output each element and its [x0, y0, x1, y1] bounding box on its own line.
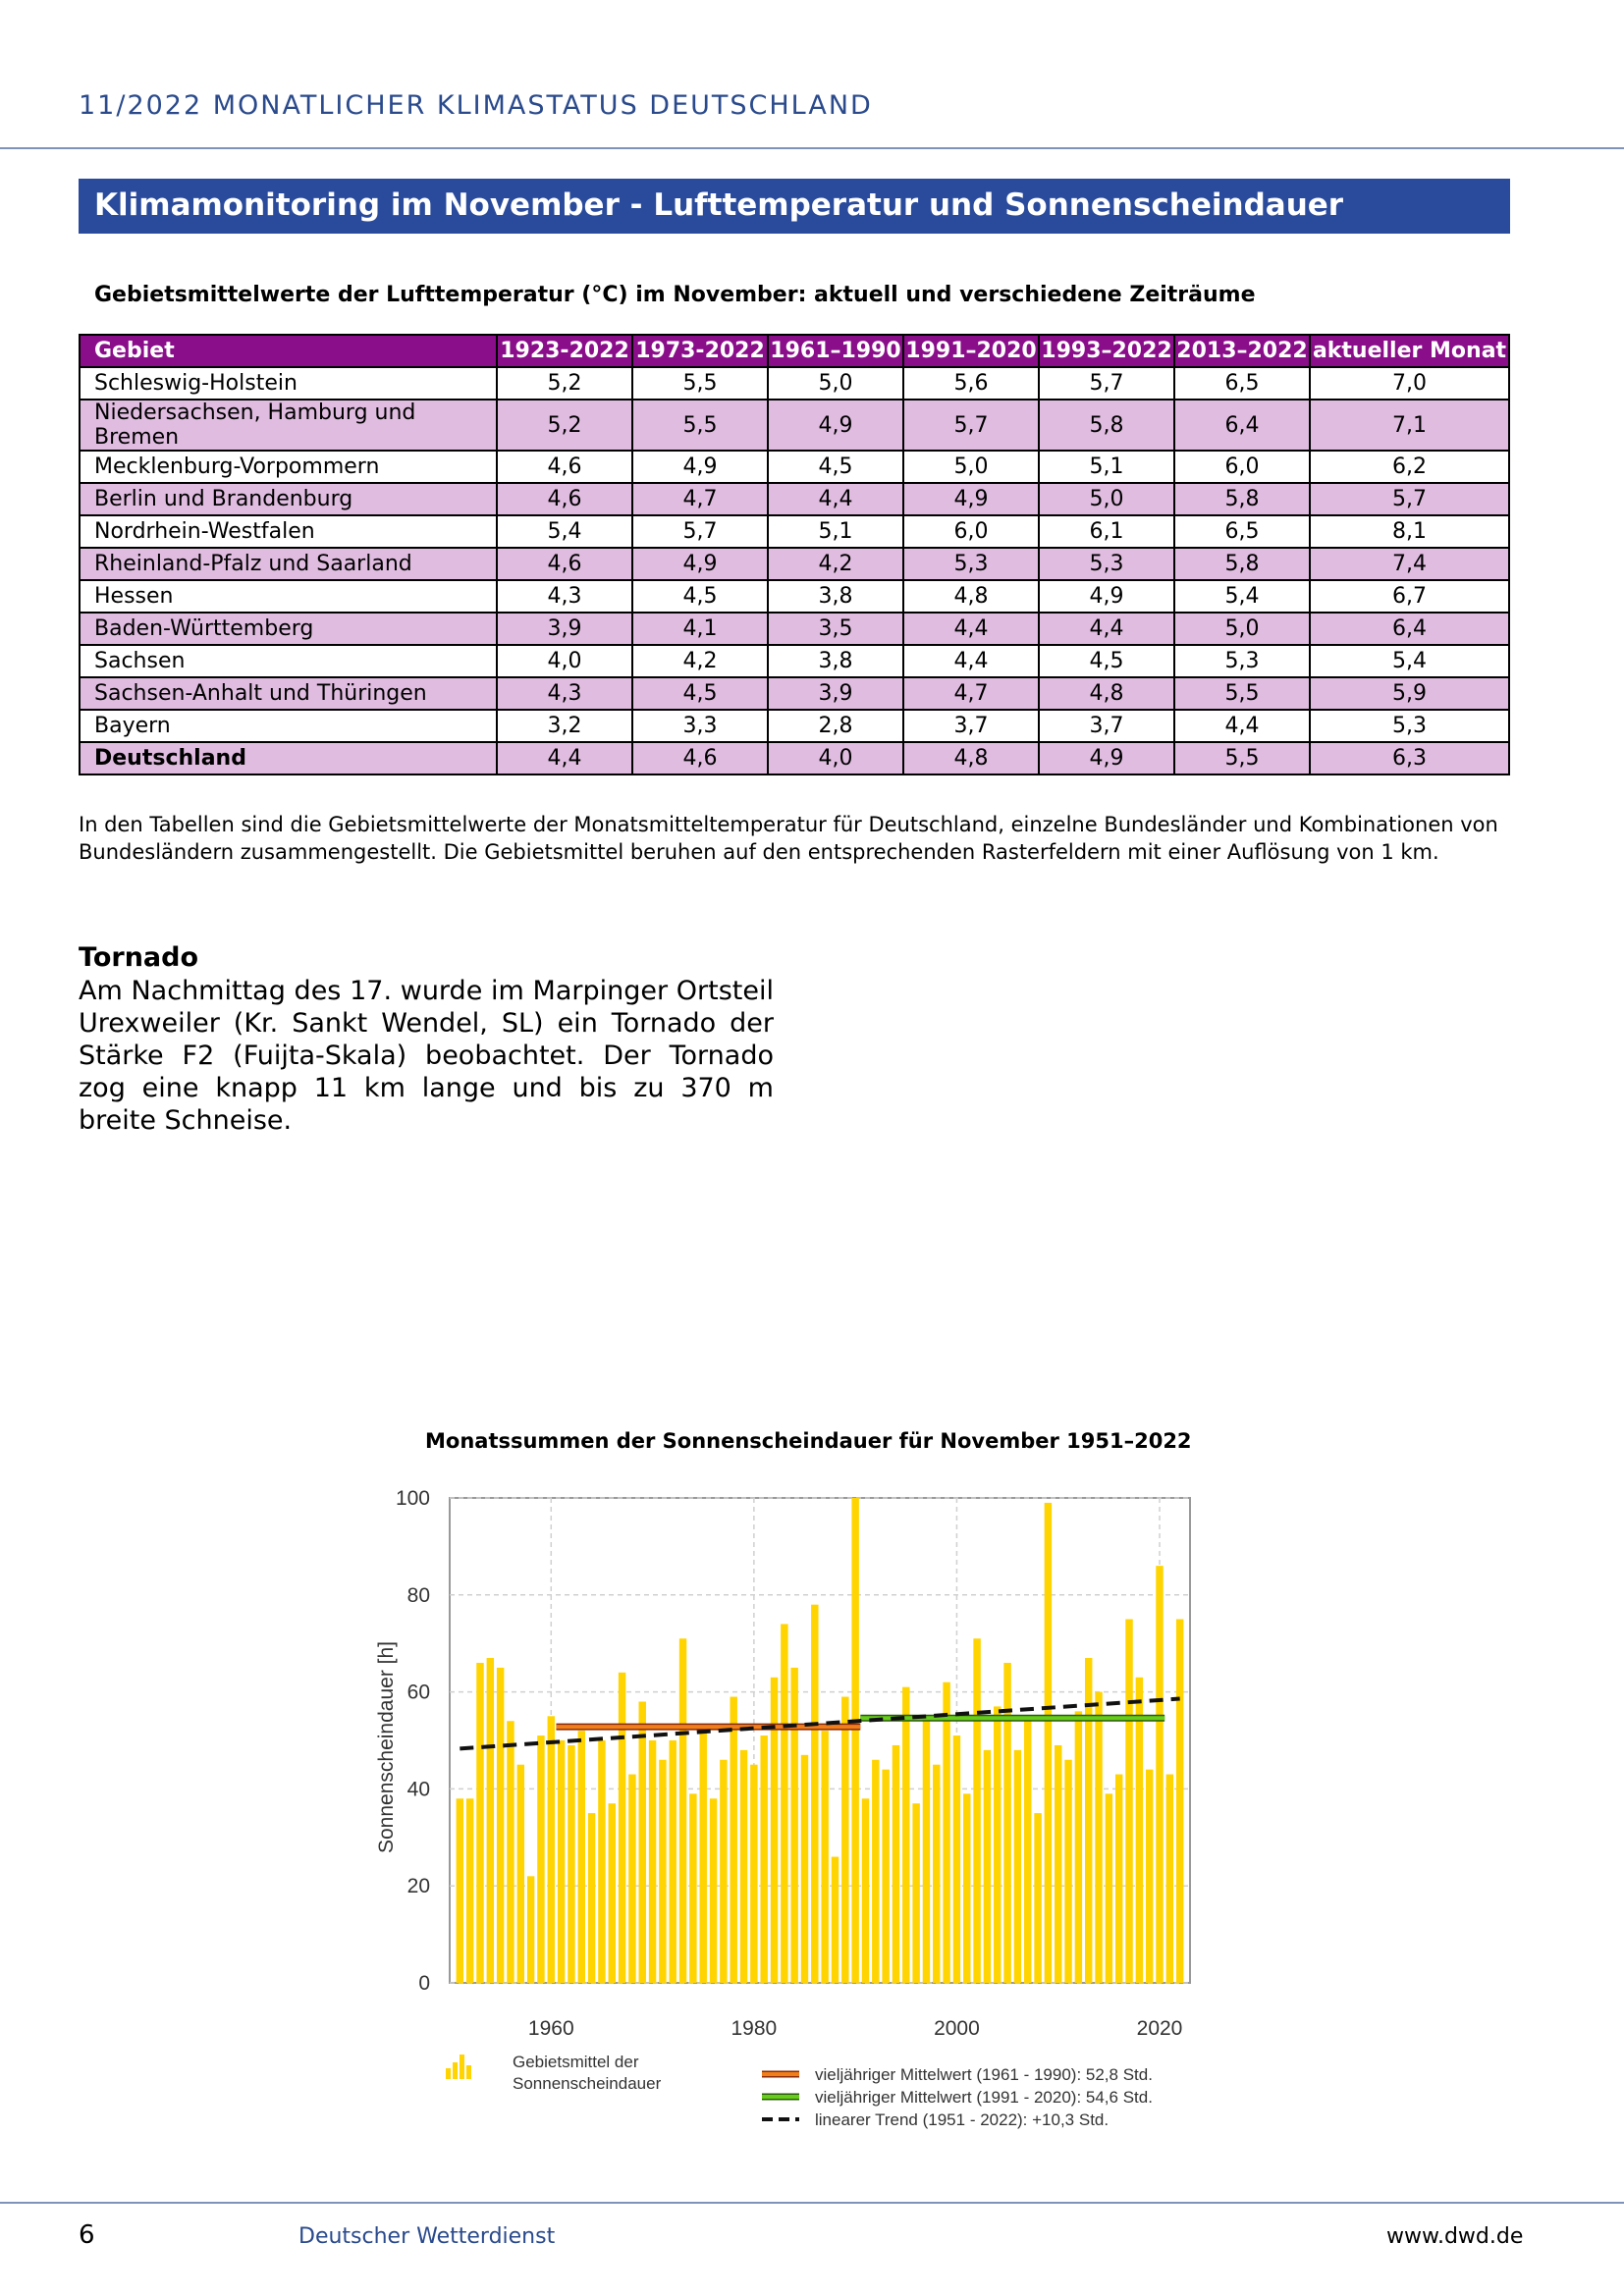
- y-tick-label: 40: [406, 1778, 430, 1801]
- value-cell: 6,1: [1039, 515, 1174, 548]
- region-cell: Sachsen: [80, 645, 497, 677]
- value-cell: 5,7: [632, 515, 768, 548]
- value-cell: 5,5: [632, 367, 768, 400]
- sunshine-bar: [923, 1716, 930, 1983]
- value-cell: 5,3: [1310, 710, 1509, 742]
- table-row: [80, 710, 1509, 742]
- value-cell: 4,2: [768, 548, 903, 580]
- table-note: In den Tabellen sind die Gebietsmittelwerte der Monatsmitteltemperatur für Deutschland, einzelne Bundesländer und Kombinationen von Bundesländern zusammengestellt. Die Gebietsmittel beruhen auf den entsprechenden Rasterfeldern mit einer Auflösung von 1 km.: [79, 813, 1498, 864]
- value-cell: 4,8: [903, 742, 1039, 774]
- value-cell: 3,8: [768, 580, 903, 613]
- value-cell: 5,8: [1174, 548, 1310, 580]
- value-cell: 4,3: [497, 677, 632, 710]
- sunshine-chart: [363, 1463, 1247, 2160]
- value-cell: 5,5: [632, 400, 768, 451]
- sunshine-bar: [872, 1760, 879, 1983]
- x-tick-label: 1980: [731, 2017, 778, 2040]
- table-row: [80, 515, 1509, 548]
- sunshine-bar: [1045, 1503, 1052, 1983]
- value-cell: 2,8: [768, 710, 903, 742]
- table-row: [80, 548, 1509, 580]
- value-cell: 4,5: [1039, 645, 1174, 677]
- value-cell: 5,3: [1039, 548, 1174, 580]
- sunshine-bar: [659, 1760, 666, 1983]
- value-cell: 7,0: [1310, 367, 1509, 400]
- sunshine-bar: [517, 1765, 524, 1983]
- sunshine-bar: [619, 1673, 625, 1983]
- table-row: [80, 613, 1509, 645]
- value-cell: 4,6: [497, 451, 632, 483]
- value-cell: 4,8: [903, 580, 1039, 613]
- value-cell: 4,4: [768, 483, 903, 515]
- legend-mean-1961-1990-label: vieljähriger Mittelwert (1961 - 1990): 52,8 Std.: [815, 2065, 1153, 2084]
- column-header: aktueller Monat: [1310, 335, 1509, 367]
- sunshine-bar: [832, 1857, 839, 1983]
- y-tick-label: 100: [395, 1487, 430, 1510]
- value-cell: 3,8: [768, 645, 903, 677]
- region-cell: Schleswig-Holstein: [80, 367, 497, 400]
- sunshine-bar: [953, 1735, 960, 1983]
- sunshine-bar: [476, 1663, 483, 1983]
- y-tick-label: 80: [406, 1583, 430, 1607]
- column-header: Gebiet: [80, 335, 497, 367]
- region-cell: Hessen: [80, 580, 497, 613]
- table-row: [80, 677, 1509, 710]
- value-cell: 6,5: [1174, 515, 1310, 548]
- sunshine-bar: [943, 1682, 949, 1983]
- legend-mean-1991-2020-label: vieljähriger Mittelwert (1991 - 2020): 54,6 Std.: [815, 2088, 1153, 2107]
- sunshine-bar: [628, 1775, 635, 1983]
- table-row: [80, 400, 1509, 451]
- sunshine-bar: [588, 1813, 595, 1983]
- value-cell: 4,4: [497, 742, 632, 774]
- value-cell: 3,7: [1039, 710, 1174, 742]
- region-cell: Niedersachsen, Hamburg und Bremen: [80, 400, 497, 451]
- value-cell: 4,5: [632, 677, 768, 710]
- column-header: 1923-2022: [497, 335, 632, 367]
- legend-trend-label: linearer Trend (1951 - 2022): +10,3 Std.: [815, 2110, 1110, 2129]
- section-banner: [79, 179, 1510, 234]
- sunshine-bar: [487, 1658, 494, 1983]
- region-cell: Sachsen-Anhalt und Thüringen: [80, 677, 497, 710]
- sunshine-bar: [1024, 1716, 1031, 1983]
- sunshine-bar: [497, 1668, 504, 1983]
- sunshine-bar: [1176, 1620, 1183, 1984]
- sunshine-bar: [639, 1701, 646, 1983]
- value-cell: 6,2: [1310, 451, 1509, 483]
- sunshine-bar: [882, 1770, 889, 1983]
- region-cell: Bayern: [80, 710, 497, 742]
- value-cell: 4,9: [632, 548, 768, 580]
- value-cell: 4,7: [903, 677, 1039, 710]
- value-cell: 3,9: [768, 677, 903, 710]
- value-cell: 4,5: [768, 451, 903, 483]
- sunshine-bar: [609, 1803, 616, 1983]
- value-cell: 5,0: [1174, 613, 1310, 645]
- value-cell: 4,3: [497, 580, 632, 613]
- region-cell: Baden-Württemberg: [80, 613, 497, 645]
- sunshine-bar: [558, 1740, 565, 1983]
- value-cell: 5,4: [497, 515, 632, 548]
- value-cell: 5,6: [903, 367, 1039, 400]
- x-tick-label: 2020: [1136, 2017, 1183, 2040]
- value-cell: 4,2: [632, 645, 768, 677]
- region-cell: Nordrhein-Westfalen: [80, 515, 497, 548]
- value-cell: 3,3: [632, 710, 768, 742]
- sunshine-bar: [1125, 1620, 1132, 1984]
- value-cell: 4,0: [497, 645, 632, 677]
- column-header: 1961–1990: [768, 335, 903, 367]
- header-divider: [0, 147, 1624, 149]
- table-row: [80, 580, 1509, 613]
- value-cell: 5,1: [1039, 451, 1174, 483]
- value-cell: 3,9: [497, 613, 632, 645]
- tornado-heading: Tornado: [79, 942, 199, 973]
- sunshine-bar: [598, 1740, 605, 1983]
- sunshine-bar: [963, 1793, 970, 1983]
- sunshine-bar: [1075, 1711, 1082, 1983]
- region-cell: Rheinland-Pfalz und Saarland: [80, 548, 497, 580]
- sunshine-bar: [902, 1687, 909, 1983]
- x-tick-label: 2000: [934, 2017, 980, 2040]
- value-cell: 5,2: [497, 400, 632, 451]
- value-cell: 5,4: [1174, 580, 1310, 613]
- value-cell: 4,9: [903, 483, 1039, 515]
- value-cell: 3,2: [497, 710, 632, 742]
- region-cell: Berlin und Brandenburg: [80, 483, 497, 515]
- sunshine-bar: [862, 1798, 869, 1983]
- region-cell: Mecklenburg-Vorpommern: [80, 451, 497, 483]
- value-cell: 6,7: [1310, 580, 1509, 613]
- sunshine-bar: [1014, 1750, 1021, 1983]
- value-cell: 6,5: [1174, 367, 1310, 400]
- sunshine-bar: [578, 1731, 585, 1983]
- sunshine-bar: [760, 1735, 767, 1983]
- sunshine-bar: [781, 1624, 787, 1983]
- value-cell: 4,9: [1039, 580, 1174, 613]
- value-cell: 4,6: [497, 483, 632, 515]
- value-cell: 5,3: [1174, 645, 1310, 677]
- table-caption: Gebietsmittelwerte der Lufttemperatur (°C) im November: aktuell und verschiedene Zeiträume: [94, 283, 1256, 307]
- table-row: [80, 451, 1509, 483]
- column-header: 1991–2020: [903, 335, 1039, 367]
- column-header: 1973-2022: [632, 335, 768, 367]
- sunshine-bar: [1034, 1813, 1041, 1983]
- tornado-paragraph: Am Nachmittag des 17. wurde im Marpinger Ortsteil Urexweiler (Kr. Sankt Wendel, SL) ein Tornado der Stärke F2 (Fuijta-Skala) beobachtet. Der Tornado zog eine knapp 11 km lange und bis zu 370 m breite Schneise.: [79, 976, 774, 1136]
- sunshine-bar: [801, 1755, 808, 1983]
- sunshine-bar: [851, 1498, 858, 1983]
- value-cell: 3,5: [768, 613, 903, 645]
- sunshine-bar: [1166, 1775, 1173, 1983]
- sunshine-bar: [933, 1765, 940, 1983]
- chart-legend: [446, 2053, 1153, 2129]
- legend-bars-icon: [446, 2055, 471, 2079]
- value-cell: 4,9: [768, 400, 903, 451]
- value-cell: 4,4: [1174, 710, 1310, 742]
- value-cell: 5,9: [1310, 677, 1509, 710]
- region-cell: Deutschland: [80, 742, 497, 774]
- value-cell: 4,4: [903, 613, 1039, 645]
- value-cell: 5,1: [768, 515, 903, 548]
- sunshine-bar: [649, 1740, 656, 1983]
- y-axis-label: Sonnenscheindauer [h]: [375, 1641, 398, 1853]
- section-title: Klimamonitoring im November - Lufttemperatur und Sonnenscheindauer: [94, 187, 1344, 223]
- sunshine-bar: [527, 1876, 534, 1983]
- value-cell: 3,7: [903, 710, 1039, 742]
- sunshine-bar: [457, 1798, 463, 1983]
- value-cell: 5,7: [1310, 483, 1509, 515]
- footer-website: www.dwd.de: [1386, 2224, 1524, 2249]
- sunshine-bar: [912, 1803, 919, 1983]
- sunshine-bar: [771, 1678, 778, 1983]
- sunshine-bar: [507, 1721, 514, 1983]
- value-cell: 8,1: [1310, 515, 1509, 548]
- value-cell: 5,0: [1039, 483, 1174, 515]
- value-cell: 4,7: [632, 483, 768, 515]
- value-cell: 4,8: [1039, 677, 1174, 710]
- sunshine-bar: [466, 1798, 473, 1983]
- value-cell: 5,8: [1174, 483, 1310, 515]
- value-cell: 5,2: [497, 367, 632, 400]
- value-cell: 7,1: [1310, 400, 1509, 451]
- sunshine-bar: [679, 1638, 686, 1983]
- value-cell: 5,7: [1039, 367, 1174, 400]
- value-cell: 5,5: [1174, 677, 1310, 710]
- value-cell: 4,6: [632, 742, 768, 774]
- value-cell: 6,4: [1310, 613, 1509, 645]
- value-cell: 6,0: [1174, 451, 1310, 483]
- value-cell: 4,4: [1039, 613, 1174, 645]
- legend-bars-label-line2: Sonnenscheindauer: [513, 2074, 662, 2093]
- header-title: 11/2022 MONATLICHER KLIMASTATUS DEUTSCHLAND: [79, 90, 873, 121]
- value-cell: 5,5: [1174, 742, 1310, 774]
- column-header: 2013–2022: [1174, 335, 1310, 367]
- sunshine-bar: [790, 1668, 797, 1983]
- sunshine-bar: [994, 1706, 1001, 1983]
- value-cell: 4,9: [1039, 742, 1174, 774]
- value-cell: 4,9: [632, 451, 768, 483]
- sunshine-bar: [548, 1716, 555, 1983]
- footer-organization: Deutscher Wetterdienst: [298, 2224, 556, 2249]
- table-body: [80, 367, 1509, 774]
- sunshine-bar: [568, 1745, 574, 1983]
- value-cell: 7,4: [1310, 548, 1509, 580]
- sunshine-bar: [984, 1750, 991, 1983]
- value-cell: 5,0: [903, 451, 1039, 483]
- table-row: [80, 742, 1509, 774]
- sunshine-bar: [537, 1735, 544, 1983]
- sunshine-bar: [973, 1638, 980, 1983]
- sunshine-bar: [1106, 1793, 1112, 1983]
- value-cell: 6,0: [903, 515, 1039, 548]
- sunshine-bar: [730, 1697, 736, 1983]
- sunshine-bar: [689, 1793, 696, 1983]
- page-number: 6: [79, 2220, 95, 2250]
- sunshine-bar: [893, 1745, 899, 1983]
- legend-bars-label-line1: Gebietsmittel der: [513, 2053, 639, 2071]
- sunshine-bar: [700, 1726, 707, 1983]
- sunshine-bar: [1064, 1760, 1071, 1983]
- value-cell: 6,3: [1310, 742, 1509, 774]
- table-header-row: [80, 335, 1509, 367]
- sunshine-bar: [821, 1731, 828, 1983]
- sunshine-bar: [1055, 1745, 1061, 1983]
- y-tick-label: 60: [406, 1681, 430, 1704]
- sunshine-bar: [720, 1760, 727, 1983]
- value-cell: 4,6: [497, 548, 632, 580]
- chart-title: Monatssummen der Sonnenscheindauer für November 1951–2022: [425, 1429, 1192, 1453]
- value-cell: 4,4: [903, 645, 1039, 677]
- sunshine-bar: [1156, 1566, 1163, 1983]
- temperature-table: [79, 334, 1510, 775]
- value-cell: 4,1: [632, 613, 768, 645]
- table-row: [80, 483, 1509, 515]
- table-row: [80, 645, 1509, 677]
- value-cell: 4,0: [768, 742, 903, 774]
- value-cell: 5,4: [1310, 645, 1509, 677]
- sunshine-bar: [670, 1740, 677, 1983]
- value-cell: 5,3: [903, 548, 1039, 580]
- sunshine-bar: [841, 1697, 848, 1983]
- column-header: 1993–2022: [1039, 335, 1174, 367]
- y-tick-label: 20: [406, 1875, 430, 1898]
- sunshine-bar: [1115, 1775, 1122, 1983]
- sunshine-bar: [740, 1750, 747, 1983]
- table-row: [80, 367, 1509, 400]
- footer-divider: [0, 2202, 1624, 2204]
- value-cell: 5,8: [1039, 400, 1174, 451]
- value-cell: 6,4: [1174, 400, 1310, 451]
- sunshine-bar: [1136, 1678, 1143, 1983]
- value-cell: 5,0: [768, 367, 903, 400]
- sunshine-bar: [1095, 1692, 1102, 1983]
- value-cell: 5,7: [903, 400, 1039, 451]
- sunshine-bar: [811, 1605, 818, 1983]
- sunshine-bar: [750, 1765, 757, 1983]
- y-tick-label: 0: [418, 1972, 430, 1995]
- value-cell: 4,5: [632, 580, 768, 613]
- sunshine-bar: [710, 1798, 717, 1983]
- x-tick-label: 1960: [527, 2017, 574, 2040]
- sunshine-bar: [1146, 1770, 1153, 1983]
